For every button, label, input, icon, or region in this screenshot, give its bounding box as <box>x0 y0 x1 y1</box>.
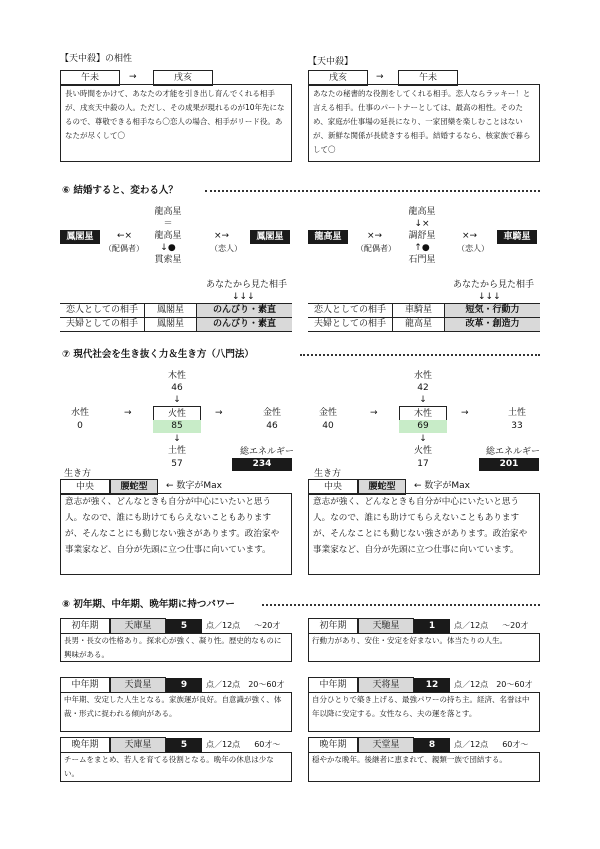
modern-left-life-type: 腰蛇型 <box>110 479 158 495</box>
table-cell: 恋人としての相手 <box>60 304 145 317</box>
power-text: 行動力があり、安住・安定を好まない。体当たりの人生。 <box>308 633 540 662</box>
power-period: 晩年期 <box>308 737 358 753</box>
power-unit: 点／12点 <box>454 680 489 689</box>
marriage-right-left-arrow: ×→ <box>367 231 383 241</box>
marriage-left-self: 鳳閣星 <box>60 230 100 244</box>
tenchu-left-title: 【天中殺】の相性 <box>60 54 133 64</box>
modern-right-max-note: ← 数字がMax <box>414 481 471 491</box>
modern-left-center-label: 火性 <box>153 406 201 422</box>
tenchu-left-text: 長い時間をかけて、あなたの才能を引き出し育んでくれる相手が、戌亥天中殺の人。ただし、その成果が現れるのが10年先になるので、尊敬できる相手なら〇恋人の場合、相手がリード役。あなたが尽くして〇 <box>60 84 292 162</box>
modern-right-right-label: 土性 <box>507 408 526 418</box>
modern-right-center-label: 木性 <box>399 406 447 422</box>
power-score: 12 <box>414 678 450 692</box>
power-star: 天庫星 <box>110 737 166 753</box>
table-row <box>60 318 292 332</box>
power-heading: ⑧ 初年期、中年期、晩年期に持つパワー <box>62 599 235 610</box>
modern-left-total: 234 <box>232 458 292 471</box>
marriage-left-spouse-label: （配偶者） <box>104 244 144 253</box>
modern-left-center-val: 85 <box>153 420 201 433</box>
modern-left-life-pos: 中央 <box>60 479 110 495</box>
power-period: 中年期 <box>60 677 110 693</box>
tenchu-left-arrow: → <box>129 72 137 82</box>
power-unit: 点／12点 <box>206 621 241 630</box>
power-left-block-0 <box>60 618 292 662</box>
modern-left-left-label: 水性 <box>70 408 89 418</box>
modern-right-life-type: 腰蛇型 <box>358 479 406 495</box>
power-star: 天庫星 <box>110 618 166 634</box>
table-row <box>308 318 540 332</box>
marriage-left-eq: ＝ <box>163 219 173 229</box>
table-cell: 車騎星 <box>393 304 445 317</box>
modern-left-right-label: 金性 <box>262 408 281 418</box>
modern-left-arrow-2: → <box>215 408 223 418</box>
marriage-left-lover-label: （恋人） <box>210 244 242 253</box>
marriage-left-right-arrow: ×→ <box>214 231 230 241</box>
marriage-right-table <box>308 303 540 332</box>
marriage-right-lover-label: （恋人） <box>457 244 489 253</box>
marriage-left-mid-arrow: ↓● <box>160 243 176 253</box>
power-unit: 点／12点 <box>454 621 489 630</box>
power-right-block-2 <box>308 737 540 782</box>
power-text: チームをまとめ、若人を育てる役割となる。晩年の休息は少ない。 <box>60 752 292 782</box>
power-unit: 点／12点 <box>206 740 241 749</box>
modern-left-arrow-1: → <box>124 408 132 418</box>
power-score: 8 <box>414 738 450 752</box>
power-star: 天将星 <box>358 677 414 693</box>
table-cell: 夫婦としての相手 <box>308 318 393 331</box>
modern-right-left-val: 40 <box>322 421 334 431</box>
power-period: 初年期 <box>60 618 110 634</box>
table-row <box>60 304 292 318</box>
table-cell: のんびり・素直 <box>197 304 292 317</box>
marriage-right-view-label: あなたから見た相手 <box>453 280 535 290</box>
modern-left-bottom-label: 土性 <box>167 446 186 456</box>
modern-right-total-label: 総エネルギー <box>486 447 541 457</box>
power-divider <box>262 604 540 606</box>
power-text: 長男・長女の性格あり。探求心が強く、凝り性。歴史的なものに興味がある。 <box>60 633 292 662</box>
tenchu-right-text: あなたの秘書的な役割をしてくれる相手。恋人ならラッキー！と言える相手。仕事のパートナーとしては、最高の相性。そのため、家庭が仕事場の延長になり、一家団欒を楽しむことはないが、新鮮な関係が長続きする相手。結婚するなら、核家族で暮らして〇 <box>308 84 540 162</box>
tenchu-right-to: 午未 <box>398 70 458 86</box>
marriage-divider <box>205 190 540 192</box>
marriage-right-bottom: 石門星 <box>408 255 436 265</box>
modern-right-top-val: 42 <box>417 383 429 393</box>
marriage-left-table <box>60 303 292 332</box>
power-star: 天馳星 <box>358 618 414 634</box>
power-age: ～20才 <box>502 621 529 630</box>
modern-right-arrow-1: → <box>370 408 378 418</box>
modern-right-center-val: 69 <box>399 420 447 433</box>
table-cell: 夫婦としての相手 <box>60 318 145 331</box>
modern-right-left-label: 金性 <box>318 408 337 418</box>
modern-left-total-label: 総エネルギー <box>240 447 295 457</box>
modern-right-bottom-val: 17 <box>417 459 429 469</box>
modern-left-bottom-val: 57 <box>171 459 183 469</box>
power-text: 穏やかな晩年。後継者に恵まれて、親類一族で団結する。 <box>308 752 540 782</box>
marriage-right-mid-arrow: ↑● <box>414 243 430 253</box>
marriage-heading: ⑥ 結婚すると、変わる人？ <box>62 185 178 196</box>
tenchu-right-from: 戌亥 <box>308 70 368 86</box>
modern-divider <box>300 354 540 356</box>
power-age: 60才～ <box>502 740 529 749</box>
marriage-left-view-arrows: ↓↓↓ <box>232 292 255 302</box>
tenchu-left-to: 戌亥 <box>153 70 213 86</box>
modern-right-arrow-2: → <box>461 408 469 418</box>
power-left-block-2 <box>60 737 292 782</box>
modern-right-bottom-label: 火性 <box>413 446 432 456</box>
modern-left-right-val: 46 <box>266 421 278 431</box>
modern-left-left-val: 0 <box>77 421 83 431</box>
modern-right-down-arrow-top: ↓ <box>419 395 427 405</box>
marriage-left-bottom: 貫索星 <box>154 255 182 265</box>
power-score: 1 <box>414 619 450 633</box>
power-unit: 点／12点 <box>454 740 489 749</box>
power-age: 60才～ <box>254 740 281 749</box>
table-cell: 龍高星 <box>393 318 445 331</box>
table-cell: 短気・行動力 <box>445 304 540 317</box>
marriage-right-top-arrow: ↓× <box>414 219 430 229</box>
power-text: 自分ひとりで築き上げる、最強パワーの持ち主。経済、名誉は中年以降に安定する。女性なら、夫の運を落とす。 <box>308 692 540 732</box>
marriage-left-left-arrow: ←× <box>117 231 133 241</box>
power-age: 20～60才 <box>496 680 533 689</box>
modern-right-text: 意志が強く、どんなときも自分が中心にいたいと思う人。なので、誰にも助けてもらえないこともありますが、そんなことにも動じない強さがあります。政治家や事業家など、自分が先頭に立つ仕事に向いています。 <box>308 493 540 575</box>
table-cell: 改革・創造力 <box>445 318 540 331</box>
power-star: 天堂星 <box>358 737 414 753</box>
table-cell: 恋人としての相手 <box>308 304 393 317</box>
marriage-right-partner: 車騎星 <box>497 230 537 244</box>
modern-left-max-note: ← 数字がMax <box>166 481 223 491</box>
tenchu-left-from: 午未 <box>60 70 120 86</box>
marriage-right-top: 龍高星 <box>408 207 436 217</box>
marriage-right-view-arrows: ↓↓↓ <box>478 292 501 302</box>
modern-right-total: 201 <box>479 458 539 471</box>
power-age: ～20才 <box>254 621 281 630</box>
modern-left-life-label: 生き方 <box>64 469 92 479</box>
marriage-right-mid: 調舒星 <box>408 231 436 241</box>
modern-right-life-label: 生き方 <box>314 469 342 479</box>
marriage-right-right-arrow: ×→ <box>462 231 478 241</box>
tenchu-right-arrow: → <box>376 72 384 82</box>
table-cell: のんびり・素直 <box>197 318 292 331</box>
modern-right-life-pos: 中央 <box>308 479 358 495</box>
marriage-left-partner: 鳳閣星 <box>250 230 290 244</box>
power-score: 5 <box>166 619 202 633</box>
modern-left-down-arrow-top: ↓ <box>173 395 181 405</box>
power-text: 中年期、安定した人生となる。家族運が良好。自意識が強く、体裁・形式に捉われる傾向がある。 <box>60 692 292 732</box>
power-left-block-1 <box>60 677 292 732</box>
modern-heading: ⑦ 現代社会を生き抜く力＆生き方（八門法） <box>62 349 254 360</box>
marriage-right-self: 龍高星 <box>308 230 348 244</box>
power-right-block-0 <box>308 618 540 662</box>
modern-left-text: 意志が強く、どんなときも自分が中心にいたいと思う人。なので、誰にも助けてもらえないこともありますが、そんなことにも動じない強さがあります。政治家や事業家など、自分が先頭に立つ仕事に向いています。 <box>60 493 292 575</box>
modern-left-down-arrow-bottom: ↓ <box>173 434 181 444</box>
power-age: 20～60才 <box>248 680 285 689</box>
modern-left-top-val: 46 <box>171 383 183 393</box>
modern-right-right-val: 33 <box>511 421 523 431</box>
modern-right-top-label: 水性 <box>413 371 432 381</box>
marriage-left-mid: 龍高星 <box>154 231 182 241</box>
marriage-left-view-label: あなたから見た相手 <box>206 280 288 290</box>
power-score: 5 <box>166 738 202 752</box>
marriage-left-top: 龍高星 <box>154 207 182 217</box>
modern-left-top-label: 木性 <box>167 371 186 381</box>
power-right-block-1 <box>308 677 540 732</box>
power-period: 晩年期 <box>60 737 110 753</box>
power-star: 天貴星 <box>110 677 166 693</box>
marriage-right-spouse-label: （配偶者） <box>356 244 396 253</box>
table-cell: 鳳閣星 <box>145 318 197 331</box>
table-row <box>308 304 540 318</box>
power-unit: 点／12点 <box>206 680 241 689</box>
table-cell: 鳳閣星 <box>145 304 197 317</box>
tenchu-right-title: 【天中殺】 <box>308 57 354 67</box>
modern-right-down-arrow-bottom: ↓ <box>419 434 427 444</box>
power-score: 9 <box>166 678 202 692</box>
power-period: 初年期 <box>308 618 358 634</box>
power-period: 中年期 <box>308 677 358 693</box>
